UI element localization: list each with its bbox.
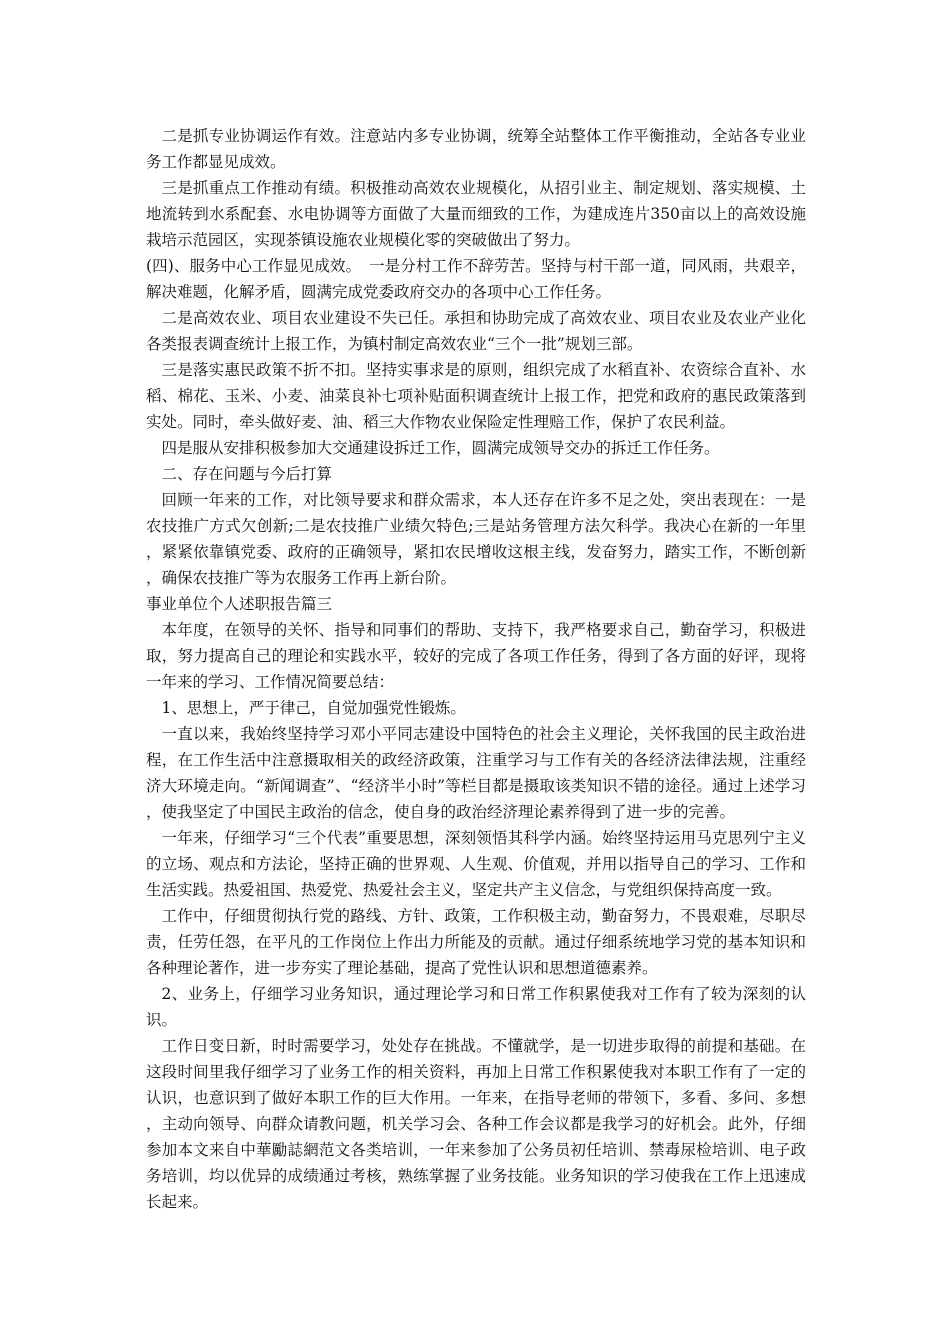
paragraph: 二是高效农业、项目农业建设不失已任。承担和协助完成了高效农业、项目农业及农业产业化各类报表调查统计上报工作，为镇村制定高效农业“三个一批”规划三部。 xyxy=(146,309,806,353)
paragraph: (四)、服务中心工作显见成效。 一是分村工作不辞劳苦。坚持与村干部一道，同风雨，共艰辛，解决难题，化解矛盾，圆满完成党委政府交办的各项中心工作任务。 xyxy=(146,257,806,301)
paragraph: 工作中，仔细贯彻执行党的路线、方针、政策，工作积极主动，勤奋努力，不畏艰难，尽职尽责，任劳任怨，在平凡的工作岗位上作出力所能及的贡献。通过仔细系统地学习党的基本知识和各种理论著作，进一步夯实了理论基础，提高了党性认识和思想道德素养。 xyxy=(146,907,806,977)
article-title: 事业单位个人述职报告篇三 xyxy=(146,595,333,613)
paragraph: 一年来，仔细学习“三个代表”重要思想，深刻领悟其科学内涵。始终坚持运用马克思列宁主义的立场、观点和方法论，坚持正确的世界观、人生观、价值观，并用以指导自己的学习、工作和生活实践。热爱祖国、热爱党、热爱社会主义，坚定共产主义信念，与党组织保持高度一致。 xyxy=(146,829,806,899)
paragraph: 本年度，在领导的关怀、指导和同事们的帮助、支持下，我严格要求自己，勤奋学习，积极进取，努力提高自己的理论和实践水平，较好的完成了各项工作任务，得到了各方面的好评，现将一年来的学习、工作情况简要总结： xyxy=(146,621,806,691)
paragraph: 三是落实惠民政策不折不扣。坚持实事求是的原则，组织完成了水稻直补、农资综合直补、水稻、棉花、玉米、小麦、油菜良补七项补贴面积调查统计上报工作，把党和政府的惠民政策落到实处。同时，牵头做好麦、油、稻三大作物农业保险定性理赔工作，保护了农民利益。 xyxy=(146,361,806,431)
paragraph: 四是服从安排积极参加大交通建设拆迁工作，圆满完成领导交办的拆迁工作任务。 xyxy=(161,439,720,457)
section-heading: 二、存在问题与今后打算 xyxy=(161,465,333,483)
paragraph: 一直以来，我始终坚持学习邓小平同志建设中国特色的社会主义理论，关怀我国的民主政治进程，在工作生活中注意摄取相关的政经济政策，注重学习与工作有关的各经济法律法规，注重经济大环境走向。“新闻调查”、“经济半小时”等栏目都是摄取该类知识不错的途径。通过上述学习，使我坚定了中国民主政治的信念，使自身的政治经济理论素养得到了进一步的完善。 xyxy=(146,725,806,821)
paragraph: 回顾一年来的工作，对比领导要求和群众需求，本人还存在许多不足之处，突出表现在：一是农技推广方式欠创新;二是农技推广业绩欠特色;三是站务管理方法欠科学。我决心在新的一年里，紧紧依靠镇党委、政府的正确领导，紧扣农民增收这根主线，发奋努力，踏实工作，不断创新，确保农技推广等为农服务工作再上新台阶。 xyxy=(146,491,806,587)
paragraph: 工作日变日新，时时需要学习，处处存在挑战。不懂就学，是一切进步取得的前提和基础。在这段时间里我仔细学习了业务工作的相关资料，再加上日常工作积累使我对本职工作有了一定的认识，也意识到了做好本职工作的巨大作用。一年来，在指导老师的带领下，多看、多问、多想，主动向领导、向群众请教问题，机关学习会、各种工作会议都是我学习的好机会。此外，仔细参加本文来自中華勵誌網范文各类培训，一年来参加了公务员初任培训、禁毒尿检培训、电子政务培训，均以优异的成绩通过考核，熟练掌握了业务技能。业务知识的学习使我在工作上迅速成长起来。 xyxy=(146,1037,806,1211)
section-heading: 1、思想上，严于律己，自觉加强党性锻炼。 xyxy=(161,699,466,717)
document-body xyxy=(146,123,806,1215)
paragraph: 三是抓重点工作推动有绩。积极推动高效农业规模化，从招引业主、制定规划、落实规模、土地流转到水系配套、水电协调等方面做了大量而细致的工作，为建成连片350亩以上的高效设施栽培示范园区，实现茶镇设施农业规模化零的突破做出了努力。 xyxy=(146,179,806,249)
paragraph: 二是抓专业协调运作有效。注意站内多专业协调，统筹全站整体工作平衡推动，全站各专业业务工作都显见成效。 xyxy=(146,127,806,171)
section-heading: 2、业务上，仔细学习业务知识，通过理论学习和日常工作积累使我对工作有了较为深刻的认识。 xyxy=(146,985,806,1029)
